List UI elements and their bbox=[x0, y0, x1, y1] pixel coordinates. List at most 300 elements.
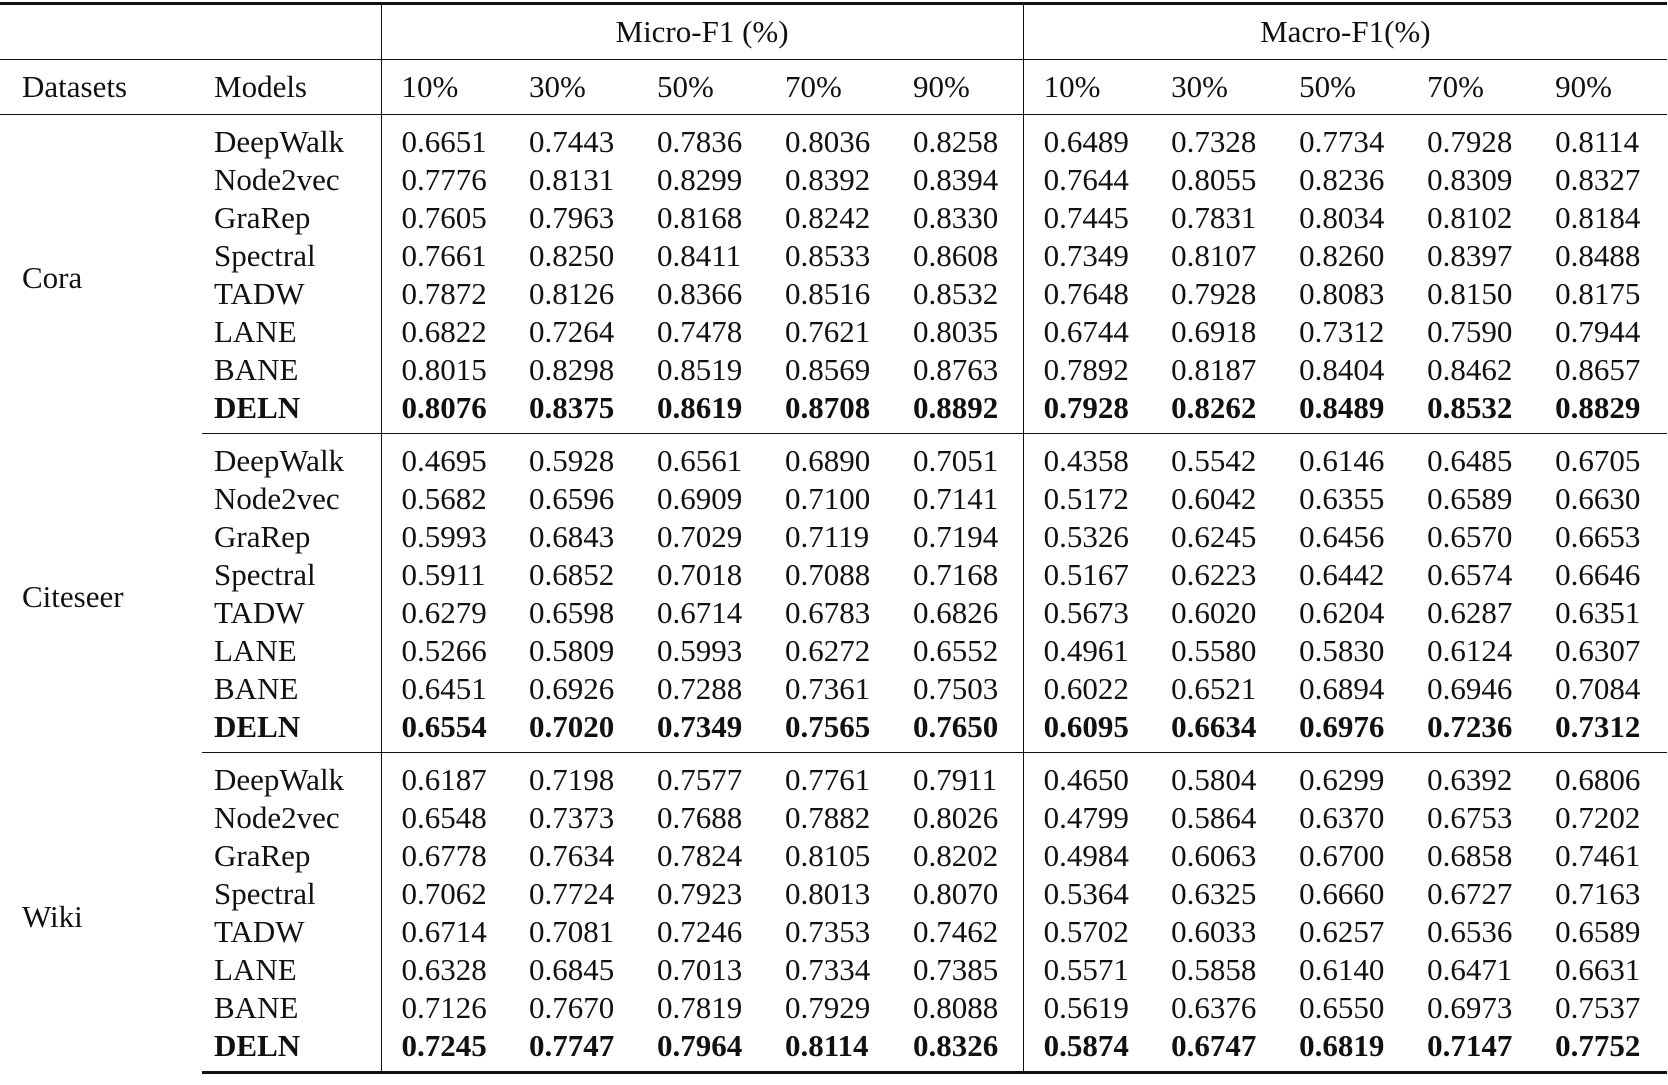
micro-f1-header: Micro-F1 (%) bbox=[381, 4, 1023, 60]
model-name: DELN bbox=[202, 1027, 381, 1073]
macro-f1-value: 0.6570 bbox=[1427, 519, 1513, 554]
macro-f1-value: 0.6223 bbox=[1171, 557, 1257, 592]
macro-f1-value: 0.6020 bbox=[1171, 595, 1257, 630]
micro-f1-value: 0.6845 bbox=[529, 952, 615, 987]
group-header-row bbox=[0, 4, 1667, 60]
column-header-row bbox=[0, 60, 1667, 115]
micro-f1-value: 0.8202 bbox=[913, 838, 999, 873]
macro-f1-value: 0.6574 bbox=[1427, 557, 1513, 592]
micro-f1-value: 0.7349 bbox=[637, 708, 765, 753]
macro-f1-value: 0.6705 bbox=[1555, 443, 1641, 478]
table-row bbox=[0, 389, 1667, 434]
macro-f1-value: 0.6140 bbox=[1299, 952, 1385, 987]
micro-f1-value: 0.6714 bbox=[657, 595, 743, 630]
macro-f1-value: 0.6976 bbox=[1279, 708, 1407, 753]
macro-f1-value: 0.8102 bbox=[1427, 200, 1513, 235]
macro-f1-value: 0.6744 bbox=[1023, 313, 1151, 351]
micro-f1-value: 0.6714 bbox=[381, 913, 509, 951]
macro-f1-header: Macro-F1(%) bbox=[1023, 4, 1667, 60]
macro-f1-value: 0.4358 bbox=[1023, 434, 1151, 481]
macro-f1-value: 0.6370 bbox=[1299, 800, 1385, 835]
macro-f1-value: 0.6124 bbox=[1427, 633, 1513, 668]
micro-f1-value: 0.6279 bbox=[381, 594, 509, 632]
micro-f1-value: 0.8258 bbox=[913, 124, 999, 159]
results-table bbox=[0, 2, 1667, 1074]
micro-f1-value: 0.7168 bbox=[913, 557, 999, 592]
micro-f1-value: 0.7288 bbox=[657, 671, 743, 706]
macro-ratio-header: 30% bbox=[1151, 60, 1279, 115]
micro-f1-value: 0.7081 bbox=[529, 914, 615, 949]
macro-f1-value: 0.8657 bbox=[1555, 352, 1641, 387]
macro-f1-value: 0.6753 bbox=[1427, 800, 1513, 835]
micro-f1-value: 0.7923 bbox=[657, 876, 743, 911]
macro-f1-value: 0.6727 bbox=[1427, 876, 1513, 911]
table-row bbox=[0, 951, 1667, 989]
micro-ratio-header: 30% bbox=[509, 60, 637, 115]
macro-ratio-header: 70% bbox=[1407, 60, 1535, 115]
micro-f1-value: 0.7724 bbox=[529, 876, 615, 911]
macro-f1-value: 0.7734 bbox=[1299, 124, 1385, 159]
macro-f1-value: 0.6521 bbox=[1171, 671, 1257, 706]
macro-f1-value: 0.8083 bbox=[1299, 276, 1385, 311]
table-row bbox=[0, 632, 1667, 670]
micro-f1-value: 0.6596 bbox=[529, 481, 615, 516]
macro-f1-value: 0.5542 bbox=[1171, 443, 1257, 478]
micro-f1-value: 0.8131 bbox=[529, 162, 615, 197]
macro-f1-value: 0.6355 bbox=[1299, 481, 1385, 516]
macro-f1-value: 0.6660 bbox=[1299, 876, 1385, 911]
macro-f1-value: 0.6245 bbox=[1171, 519, 1257, 554]
micro-f1-value: 0.7478 bbox=[657, 314, 743, 349]
macro-f1-value: 0.6973 bbox=[1427, 990, 1513, 1025]
micro-f1-value: 0.7373 bbox=[529, 800, 615, 835]
macro-f1-value: 0.6376 bbox=[1171, 990, 1257, 1025]
micro-f1-value: 0.8619 bbox=[637, 389, 765, 434]
model-name: Spectral bbox=[214, 557, 316, 592]
macro-f1-value: 0.5619 bbox=[1023, 989, 1151, 1027]
micro-f1-value: 0.8394 bbox=[913, 162, 999, 197]
model-name: LANE bbox=[214, 952, 297, 987]
macro-f1-value: 0.8150 bbox=[1427, 276, 1513, 311]
table-row bbox=[0, 837, 1667, 875]
macro-f1-value: 0.4650 bbox=[1023, 753, 1151, 800]
micro-f1-value: 0.7819 bbox=[657, 990, 743, 1025]
micro-f1-value: 0.7020 bbox=[509, 708, 637, 753]
macro-f1-value: 0.6042 bbox=[1171, 481, 1257, 516]
macro-f1-value: 0.6946 bbox=[1427, 671, 1513, 706]
dataset-name: Cora bbox=[22, 260, 83, 296]
macro-f1-value: 0.4961 bbox=[1023, 632, 1151, 670]
macro-f1-value: 0.6646 bbox=[1555, 557, 1641, 592]
macro-f1-value: 0.8404 bbox=[1299, 352, 1385, 387]
table-row bbox=[0, 670, 1667, 708]
micro-f1-value: 0.8375 bbox=[509, 389, 637, 434]
model-name: Spectral bbox=[214, 238, 316, 273]
macro-f1-value: 0.6204 bbox=[1299, 595, 1385, 630]
macro-f1-value: 0.5804 bbox=[1171, 762, 1257, 797]
micro-f1-value: 0.7029 bbox=[657, 519, 743, 554]
micro-f1-value: 0.7361 bbox=[785, 671, 871, 706]
macro-f1-value: 0.7312 bbox=[1535, 708, 1667, 753]
model-name: DeepWalk bbox=[214, 762, 345, 797]
macro-f1-value: 0.6918 bbox=[1171, 314, 1257, 349]
macro-f1-value: 0.7312 bbox=[1299, 314, 1385, 349]
micro-f1-value: 0.7353 bbox=[785, 914, 871, 949]
micro-f1-value: 0.7194 bbox=[913, 519, 999, 554]
macro-f1-value: 0.6033 bbox=[1171, 914, 1257, 949]
micro-f1-value: 0.8035 bbox=[913, 314, 999, 349]
macro-f1-value: 0.8034 bbox=[1299, 200, 1385, 235]
micro-f1-value: 0.6843 bbox=[529, 519, 615, 554]
micro-f1-value: 0.6598 bbox=[529, 595, 615, 630]
macro-f1-value: 0.7084 bbox=[1555, 671, 1641, 706]
micro-f1-value: 0.7503 bbox=[913, 671, 999, 706]
table-row bbox=[0, 875, 1667, 913]
micro-f1-value: 0.8026 bbox=[913, 800, 999, 835]
micro-f1-value: 0.7100 bbox=[785, 481, 871, 516]
macro-f1-value: 0.5172 bbox=[1023, 480, 1151, 518]
micro-f1-value: 0.8532 bbox=[913, 276, 999, 311]
table-row bbox=[0, 115, 1667, 162]
macro-f1-value: 0.6351 bbox=[1555, 595, 1641, 630]
table-row bbox=[0, 799, 1667, 837]
micro-f1-value: 0.8608 bbox=[913, 238, 999, 273]
micro-f1-value: 0.7385 bbox=[913, 952, 999, 987]
macro-f1-value: 0.8114 bbox=[1555, 124, 1640, 159]
macro-f1-value: 0.7202 bbox=[1555, 800, 1641, 835]
micro-f1-value: 0.8070 bbox=[913, 876, 999, 911]
model-name: Spectral bbox=[214, 876, 316, 911]
micro-f1-value: 0.6451 bbox=[381, 670, 509, 708]
macro-f1-value: 0.8055 bbox=[1171, 162, 1257, 197]
macro-f1-value: 0.7461 bbox=[1555, 838, 1641, 873]
micro-f1-value: 0.7013 bbox=[657, 952, 743, 987]
model-name: DELN bbox=[202, 708, 381, 753]
model-name: DELN bbox=[202, 389, 381, 434]
macro-f1-value: 0.7537 bbox=[1555, 990, 1641, 1025]
table-row bbox=[0, 518, 1667, 556]
macro-f1-value: 0.8184 bbox=[1555, 200, 1641, 235]
micro-f1-value: 0.6554 bbox=[381, 708, 509, 753]
micro-f1-value: 0.6552 bbox=[913, 633, 999, 668]
micro-f1-value: 0.7661 bbox=[381, 237, 509, 275]
micro-f1-value: 0.6822 bbox=[381, 313, 509, 351]
macro-f1-value: 0.6146 bbox=[1299, 443, 1385, 478]
macro-f1-value: 0.8107 bbox=[1171, 238, 1257, 273]
micro-f1-value: 0.4695 bbox=[381, 434, 509, 481]
macro-f1-value: 0.8327 bbox=[1555, 162, 1641, 197]
table-row bbox=[0, 556, 1667, 594]
table-row bbox=[0, 434, 1667, 481]
macro-f1-value: 0.6325 bbox=[1171, 876, 1257, 911]
model-name: BANE bbox=[214, 671, 299, 706]
model-name: TADW bbox=[214, 914, 305, 949]
micro-f1-value: 0.5682 bbox=[381, 480, 509, 518]
micro-f1-value: 0.8168 bbox=[657, 200, 743, 235]
macro-f1-value: 0.7644 bbox=[1023, 161, 1151, 199]
micro-f1-value: 0.7963 bbox=[529, 200, 615, 235]
macro-f1-value: 0.6257 bbox=[1299, 914, 1385, 949]
macro-f1-value: 0.8829 bbox=[1535, 389, 1667, 434]
macro-f1-value: 0.5858 bbox=[1171, 952, 1257, 987]
model-name: GraRep bbox=[214, 519, 311, 554]
micro-f1-value: 0.7670 bbox=[529, 990, 615, 1025]
macro-f1-value: 0.7163 bbox=[1555, 876, 1641, 911]
macro-f1-value: 0.8236 bbox=[1299, 162, 1385, 197]
micro-f1-value: 0.7634 bbox=[529, 838, 615, 873]
macro-f1-value: 0.6747 bbox=[1151, 1027, 1279, 1073]
micro-f1-value: 0.7334 bbox=[785, 952, 871, 987]
macro-f1-value: 0.7236 bbox=[1407, 708, 1535, 753]
micro-f1-value: 0.8088 bbox=[913, 990, 999, 1025]
table-row bbox=[0, 708, 1667, 753]
macro-f1-value: 0.8262 bbox=[1151, 389, 1279, 434]
micro-f1-value: 0.8326 bbox=[893, 1027, 1023, 1073]
macro-f1-value: 0.5571 bbox=[1023, 951, 1151, 989]
micro-f1-value: 0.8114 bbox=[765, 1027, 893, 1073]
micro-f1-value: 0.7882 bbox=[785, 800, 871, 835]
macro-ratio-header: 10% bbox=[1023, 60, 1151, 115]
micro-f1-value: 0.7761 bbox=[785, 762, 871, 797]
micro-f1-value: 0.5266 bbox=[381, 632, 509, 670]
macro-f1-value: 0.6456 bbox=[1299, 519, 1385, 554]
macro-f1-value: 0.6095 bbox=[1023, 708, 1151, 753]
macro-f1-value: 0.6550 bbox=[1299, 990, 1385, 1025]
macro-f1-value: 0.5864 bbox=[1171, 800, 1257, 835]
macro-f1-value: 0.4799 bbox=[1023, 799, 1151, 837]
macro-ratio-header: 50% bbox=[1279, 60, 1407, 115]
table-row bbox=[0, 594, 1667, 632]
micro-f1-value: 0.8013 bbox=[785, 876, 871, 911]
table-row bbox=[0, 313, 1667, 351]
macro-f1-value: 0.5702 bbox=[1023, 913, 1151, 951]
macro-f1-value: 0.5673 bbox=[1023, 594, 1151, 632]
micro-f1-value: 0.6651 bbox=[381, 115, 509, 162]
macro-f1-value: 0.6536 bbox=[1427, 914, 1513, 949]
model-name: Node2vec bbox=[214, 162, 340, 197]
macro-f1-value: 0.4984 bbox=[1023, 837, 1151, 875]
macro-f1-value: 0.5874 bbox=[1023, 1027, 1151, 1073]
table-row bbox=[0, 161, 1667, 199]
micro-f1-value: 0.8519 bbox=[657, 352, 743, 387]
table-row bbox=[0, 913, 1667, 951]
macro-ratio-header: 90% bbox=[1535, 60, 1667, 115]
micro-f1-value: 0.7577 bbox=[657, 762, 743, 797]
micro-f1-value: 0.6328 bbox=[381, 951, 509, 989]
model-name: LANE bbox=[214, 633, 297, 668]
micro-f1-value: 0.8299 bbox=[657, 162, 743, 197]
micro-f1-value: 0.7929 bbox=[785, 990, 871, 1025]
model-name: GraRep bbox=[214, 838, 311, 873]
micro-f1-value: 0.7126 bbox=[381, 989, 509, 1027]
micro-ratio-header: 70% bbox=[765, 60, 893, 115]
micro-f1-value: 0.6272 bbox=[785, 633, 871, 668]
micro-f1-value: 0.7198 bbox=[529, 762, 615, 797]
micro-f1-value: 0.8330 bbox=[913, 200, 999, 235]
micro-f1-value: 0.7688 bbox=[657, 800, 743, 835]
micro-f1-value: 0.8242 bbox=[785, 200, 871, 235]
micro-f1-value: 0.7650 bbox=[893, 708, 1023, 753]
micro-f1-value: 0.8076 bbox=[381, 389, 509, 434]
macro-f1-value: 0.5326 bbox=[1023, 518, 1151, 556]
micro-f1-value: 0.8892 bbox=[893, 389, 1023, 434]
micro-f1-value: 0.7911 bbox=[913, 762, 998, 797]
model-name: TADW bbox=[214, 276, 305, 311]
macro-f1-value: 0.7831 bbox=[1171, 200, 1257, 235]
macro-f1-value: 0.8260 bbox=[1299, 238, 1385, 273]
micro-f1-value: 0.8411 bbox=[657, 238, 742, 273]
micro-f1-value: 0.7119 bbox=[785, 519, 870, 554]
micro-f1-value: 0.8298 bbox=[529, 352, 615, 387]
micro-f1-value: 0.7018 bbox=[657, 557, 743, 592]
macro-f1-value: 0.7892 bbox=[1023, 351, 1151, 389]
micro-f1-value: 0.8533 bbox=[785, 238, 871, 273]
macro-f1-value: 0.6442 bbox=[1299, 557, 1385, 592]
table-row bbox=[0, 753, 1667, 800]
macro-f1-value: 0.5580 bbox=[1171, 633, 1257, 668]
micro-f1-value: 0.6890 bbox=[785, 443, 871, 478]
macro-f1-value: 0.7648 bbox=[1023, 275, 1151, 313]
macro-f1-value: 0.6589 bbox=[1427, 481, 1513, 516]
macro-f1-value: 0.8309 bbox=[1427, 162, 1513, 197]
micro-f1-value: 0.8366 bbox=[657, 276, 743, 311]
micro-f1-value: 0.6926 bbox=[529, 671, 615, 706]
table-row bbox=[0, 480, 1667, 518]
datasets-header: Datasets bbox=[0, 60, 202, 115]
micro-f1-value: 0.7246 bbox=[657, 914, 743, 949]
macro-f1-value: 0.6634 bbox=[1151, 708, 1279, 753]
micro-f1-value: 0.7264 bbox=[529, 314, 615, 349]
micro-f1-value: 0.7062 bbox=[381, 875, 509, 913]
macro-f1-value: 0.8488 bbox=[1555, 238, 1641, 273]
dataset-name: Wiki bbox=[22, 898, 83, 934]
macro-f1-value: 0.7928 bbox=[1171, 276, 1257, 311]
table-row bbox=[0, 351, 1667, 389]
micro-f1-value: 0.7747 bbox=[509, 1027, 637, 1073]
macro-f1-value: 0.8462 bbox=[1427, 352, 1513, 387]
macro-f1-value: 0.6022 bbox=[1023, 670, 1151, 708]
micro-f1-value: 0.7964 bbox=[637, 1027, 765, 1073]
macro-f1-value: 0.8397 bbox=[1427, 238, 1513, 273]
macro-f1-value: 0.8175 bbox=[1555, 276, 1641, 311]
macro-f1-value: 0.6894 bbox=[1299, 671, 1385, 706]
micro-f1-value: 0.8036 bbox=[785, 124, 871, 159]
table-row bbox=[0, 237, 1667, 275]
model-name: BANE bbox=[214, 990, 299, 1025]
micro-f1-value: 0.7051 bbox=[913, 443, 999, 478]
macro-f1-value: 0.7944 bbox=[1555, 314, 1641, 349]
models-header: Models bbox=[202, 60, 381, 115]
macro-f1-value: 0.6653 bbox=[1555, 519, 1641, 554]
macro-f1-value: 0.6287 bbox=[1427, 595, 1513, 630]
micro-f1-value: 0.6778 bbox=[381, 837, 509, 875]
micro-f1-value: 0.8516 bbox=[785, 276, 871, 311]
macro-f1-value: 0.7349 bbox=[1023, 237, 1151, 275]
micro-ratio-header: 50% bbox=[637, 60, 765, 115]
table-row bbox=[0, 1027, 1667, 1073]
micro-f1-value: 0.8250 bbox=[529, 238, 615, 273]
micro-f1-value: 0.6548 bbox=[381, 799, 509, 837]
macro-f1-value: 0.7752 bbox=[1535, 1027, 1667, 1073]
macro-f1-value: 0.7328 bbox=[1171, 124, 1257, 159]
macro-f1-value: 0.5830 bbox=[1299, 633, 1385, 668]
macro-f1-value: 0.8187 bbox=[1171, 352, 1257, 387]
model-name: Node2vec bbox=[214, 800, 340, 835]
micro-f1-value: 0.8126 bbox=[529, 276, 615, 311]
macro-f1-value: 0.6819 bbox=[1279, 1027, 1407, 1073]
macro-f1-value: 0.6631 bbox=[1555, 952, 1641, 987]
micro-f1-value: 0.8569 bbox=[785, 352, 871, 387]
micro-f1-value: 0.7462 bbox=[913, 914, 999, 949]
macro-f1-value: 0.7147 bbox=[1407, 1027, 1535, 1073]
micro-f1-value: 0.7443 bbox=[529, 124, 615, 159]
macro-f1-value: 0.5364 bbox=[1023, 875, 1151, 913]
micro-f1-value: 0.7621 bbox=[785, 314, 871, 349]
micro-f1-value: 0.8015 bbox=[381, 351, 509, 389]
macro-f1-value: 0.6858 bbox=[1427, 838, 1513, 873]
model-name: BANE bbox=[214, 352, 299, 387]
micro-f1-value: 0.7565 bbox=[765, 708, 893, 753]
micro-f1-value: 0.8392 bbox=[785, 162, 871, 197]
model-name: Node2vec bbox=[214, 481, 340, 516]
micro-ratio-header: 90% bbox=[893, 60, 1023, 115]
macro-f1-value: 0.6299 bbox=[1299, 762, 1385, 797]
macro-f1-value: 0.6063 bbox=[1171, 838, 1257, 873]
macro-f1-value: 0.6471 bbox=[1427, 952, 1513, 987]
micro-f1-value: 0.7872 bbox=[381, 275, 509, 313]
model-name: LANE bbox=[214, 314, 297, 349]
micro-ratio-header: 10% bbox=[381, 60, 509, 115]
micro-f1-value: 0.7605 bbox=[381, 199, 509, 237]
model-name: DeepWalk bbox=[214, 443, 345, 478]
table-row bbox=[0, 989, 1667, 1027]
macro-f1-value: 0.6489 bbox=[1023, 115, 1151, 162]
macro-f1-value: 0.6700 bbox=[1299, 838, 1385, 873]
micro-f1-value: 0.7088 bbox=[785, 557, 871, 592]
micro-f1-value: 0.8763 bbox=[913, 352, 999, 387]
micro-f1-value: 0.7824 bbox=[657, 838, 743, 873]
macro-f1-value: 0.7590 bbox=[1427, 314, 1513, 349]
macro-f1-value: 0.6630 bbox=[1555, 481, 1641, 516]
macro-f1-value: 0.8489 bbox=[1279, 389, 1407, 434]
micro-f1-value: 0.8105 bbox=[785, 838, 871, 873]
model-name: DeepWalk bbox=[214, 124, 345, 159]
micro-f1-value: 0.5911 bbox=[381, 556, 509, 594]
micro-f1-value: 0.5993 bbox=[381, 518, 509, 556]
macro-f1-value: 0.6307 bbox=[1555, 633, 1641, 668]
macro-f1-value: 0.7928 bbox=[1023, 389, 1151, 434]
micro-f1-value: 0.6852 bbox=[529, 557, 615, 592]
macro-f1-value: 0.6485 bbox=[1427, 443, 1513, 478]
macro-f1-value: 0.7928 bbox=[1427, 124, 1513, 159]
micro-f1-value: 0.7776 bbox=[381, 161, 509, 199]
model-name: GraRep bbox=[214, 200, 311, 235]
dataset-name: Citeseer bbox=[22, 579, 124, 614]
model-name: TADW bbox=[214, 595, 305, 630]
macro-f1-value: 0.6806 bbox=[1555, 762, 1641, 797]
table-row bbox=[0, 199, 1667, 237]
micro-f1-value: 0.6187 bbox=[381, 753, 509, 800]
micro-f1-value: 0.7836 bbox=[657, 124, 743, 159]
micro-f1-value: 0.5928 bbox=[529, 443, 615, 478]
micro-f1-value: 0.5809 bbox=[529, 633, 615, 668]
micro-f1-value: 0.8708 bbox=[765, 389, 893, 434]
micro-f1-value: 0.6909 bbox=[657, 481, 743, 516]
macro-f1-value: 0.6392 bbox=[1427, 762, 1513, 797]
macro-f1-value: 0.5167 bbox=[1023, 556, 1151, 594]
micro-f1-value: 0.5993 bbox=[657, 633, 743, 668]
micro-f1-value: 0.6783 bbox=[785, 595, 871, 630]
